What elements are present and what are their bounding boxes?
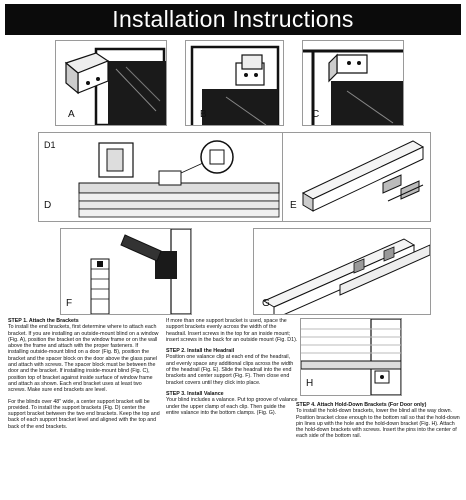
figure-b-label: B [200,109,207,120]
step2-heading: STEP 2. Install the Headrail [166,348,235,355]
step1-heading: STEP 1. Attach the Brackets [8,318,79,324]
figure-h-label: H [306,378,314,389]
steps-column-2 [166,318,298,421]
steps-column-1 [8,318,160,435]
step4-heading: STEP 4. Attach Hold-Down Brackets (For Door only) [296,402,427,408]
figure-a-label: A [68,109,75,120]
figure-d-label: D [44,200,52,211]
figure-d [38,132,284,222]
steps-column-3 [296,402,460,445]
figure-d1-label: D1 [44,140,56,150]
valance-clips-illustration [254,229,430,314]
step3-heading: STEP 3. Install Valance [166,390,224,397]
headrail-clips-illustration [283,133,430,221]
step1-paragraph-3: If more than one support bracket is used, space the support brackets evenly across the width of the headrail. Insert screws in the top for an inside mount; insert screws in the back for an outside mount (Fig. D1). [166,318,298,343]
page-title: Installation Instructions [5,4,461,35]
figure-f-label: F [66,298,73,309]
figure-g-label: G [262,298,270,309]
hold-down-bracket-illustration [301,319,401,395]
step3-text: Your blind includes a valance. Put top groove of valance under the upper clamp of each clip. Then guide the entire valance into the bottom clamps. (Fig. G). [166,397,298,416]
step2-text: Position one valance clip at each end of the headrail, and evenly space any additional clips across the width of the headrail (Fig. E). Slide the headrail into the end brackets and center support (Fig. F). Then close end bracket covers until they click into place. [166,354,294,386]
step1-paragraph-2: For the blinds over 48" wide, a center support bracket will be provided. To install the support brackets (Fig. D) center the support bracket between the two end brackets. Keep the top and back of each support bracket level and aligned with the top and back of the end brackets. [8,398,160,430]
figure-e-label: E [290,200,297,211]
step1-paragraph-1: To install the end brackets, first determine where to attach each bracket. If you are installing an outside-mount blind on a window (Fig. A), position the bracket on the window frame or on the wall above the frame and attach with the proper fasteners. If installing outside-mount blind on a door (Fig. B), position the bracket and the spacer block on the door above the glass panel and attach with screws. The spacer block must be between the door and the bracket. If installing inside-mount blind (Fig. C), position top of bracket against inside surface of window frame and attach as shown. Each end bracket uses at least two screws. Make sure end brackets are level. [8,324,159,394]
headrail-insertion-illustration [61,229,191,314]
figure-f [60,228,192,315]
figure-h [300,318,402,396]
step4-text: To install the hold-down brackets, lower the blind all the way down. Position bracket close enough to the bottom rail so that the hold-down pin lines up with the hole and the hold-down bracket (Fig. H). Attach the hold-down brackets with screws. Insert the pins into the center of each side of the bottom rail. [296,408,460,440]
figure-e [282,132,431,222]
figure-g [253,228,431,315]
support-bracket-illustration [39,133,283,221]
figure-c-label: C [312,109,320,120]
